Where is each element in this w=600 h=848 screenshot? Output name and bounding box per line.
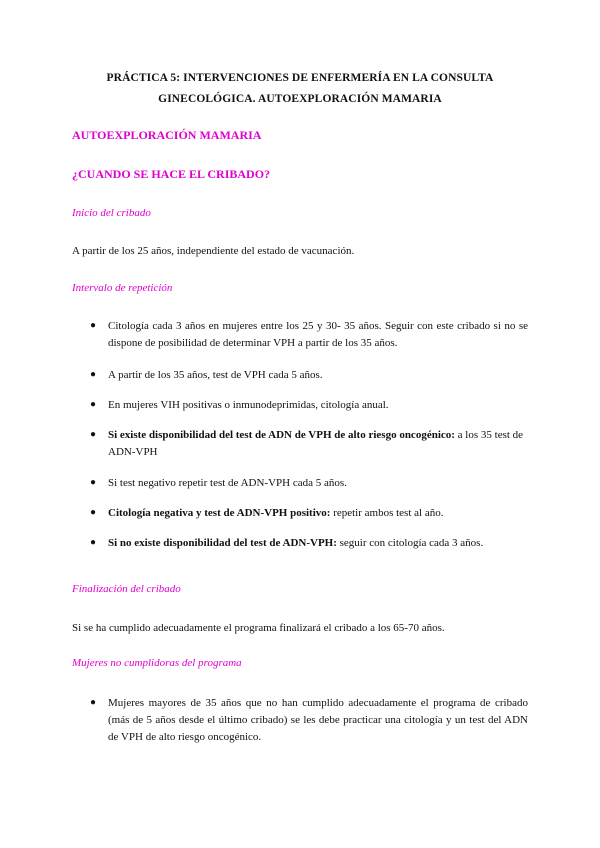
no-cumplidoras-heading: Mujeres no cumplidoras del programa [72,657,242,669]
intervalo-item-5-text: Si test negativo repetir test de ADN-VPH cada 5 años. [108,477,347,489]
intervalo-item-6-bold: Citología negativa y test de ADN-VPH positivo: [108,507,331,519]
intervalo-item-2 [108,367,528,384]
intervalo-item-6 [108,505,528,522]
bullet-icon: ● [90,537,97,548]
no-cumplidoras-item-text: Mujeres mayores de 35 años que no han cumplido adecuadamente el programa de cribado (más de 5 años desde el último cribado) se les debe practicar una citología y un test del ADN de VPH de alto riesgo oncogénico. [108,697,528,743]
intervalo-item-1-text: Citología cada 3 años en mujeres entre los 25 y 30- 35 años. Seguir con este cribado si no se dispone de posibilidad de determinar VPH a partir de los 35 años. [108,320,528,349]
intervalo-item-4-bold: Si existe disponibilidad del test de ADN de VPH de alto riesgo oncogénico: [108,429,455,441]
finalizacion-text: Si se ha cumplido adecuadamente el programa finalizará el cribado a los 65-70 años. [72,622,445,634]
question-heading: ¿CUANDO SE HACE EL CRIBADO? [72,167,271,181]
intervalo-item-6-text: repetir ambos test al año. [330,507,444,519]
intervalo-item-4-text: a los 35 test de ADN-VPH [108,429,524,458]
intervalo-item-7 [108,535,528,552]
intervalo-item-5 [108,475,528,492]
section-heading: AUTOEXPLORACIÓN MAMARIA [72,128,262,142]
intervalo-item-7-text: seguir con citología cada 3 años. [336,537,484,549]
finalizacion-heading: Finalización del cribado [72,583,181,595]
intervalo-item-2-text: A partir de los 35 años, test de VPH cada 5 años. [108,369,323,381]
intervalo-heading: Intervalo de repetición [72,282,173,294]
intervalo-item-3 [108,397,528,414]
intervalo-item-7-bold: Si no existe disponibilidad del test de ADN-VPH: [108,537,337,549]
bullet-icon: ● [90,399,97,410]
document-title-line-2: GINECOLÓGICA. AUTOEXPLORACIÓN MAMARIA [158,93,442,105]
bullet-icon: ● [90,507,97,518]
bullet-icon: ● [90,697,97,708]
inicio-heading: Inicio del cribado [72,207,151,219]
intervalo-item-4 [108,427,528,461]
intervalo-item-1 [108,318,528,352]
document-title-line-1: PRÁCTICA 5: INTERVENCIONES DE ENFERMERÍA EN LA CONSULTA [106,72,494,84]
no-cumplidoras-item [108,695,528,746]
inicio-text: A partir de los 25 años, independiente del estado de vacunación. [72,245,355,257]
bullet-icon: ● [90,320,97,331]
bullet-icon: ● [90,477,97,488]
intervalo-item-3-text: En mujeres VIH positivas o inmunodeprimidas, citología anual. [108,399,389,411]
bullet-icon: ● [90,429,97,440]
bullet-icon: ● [90,369,97,380]
